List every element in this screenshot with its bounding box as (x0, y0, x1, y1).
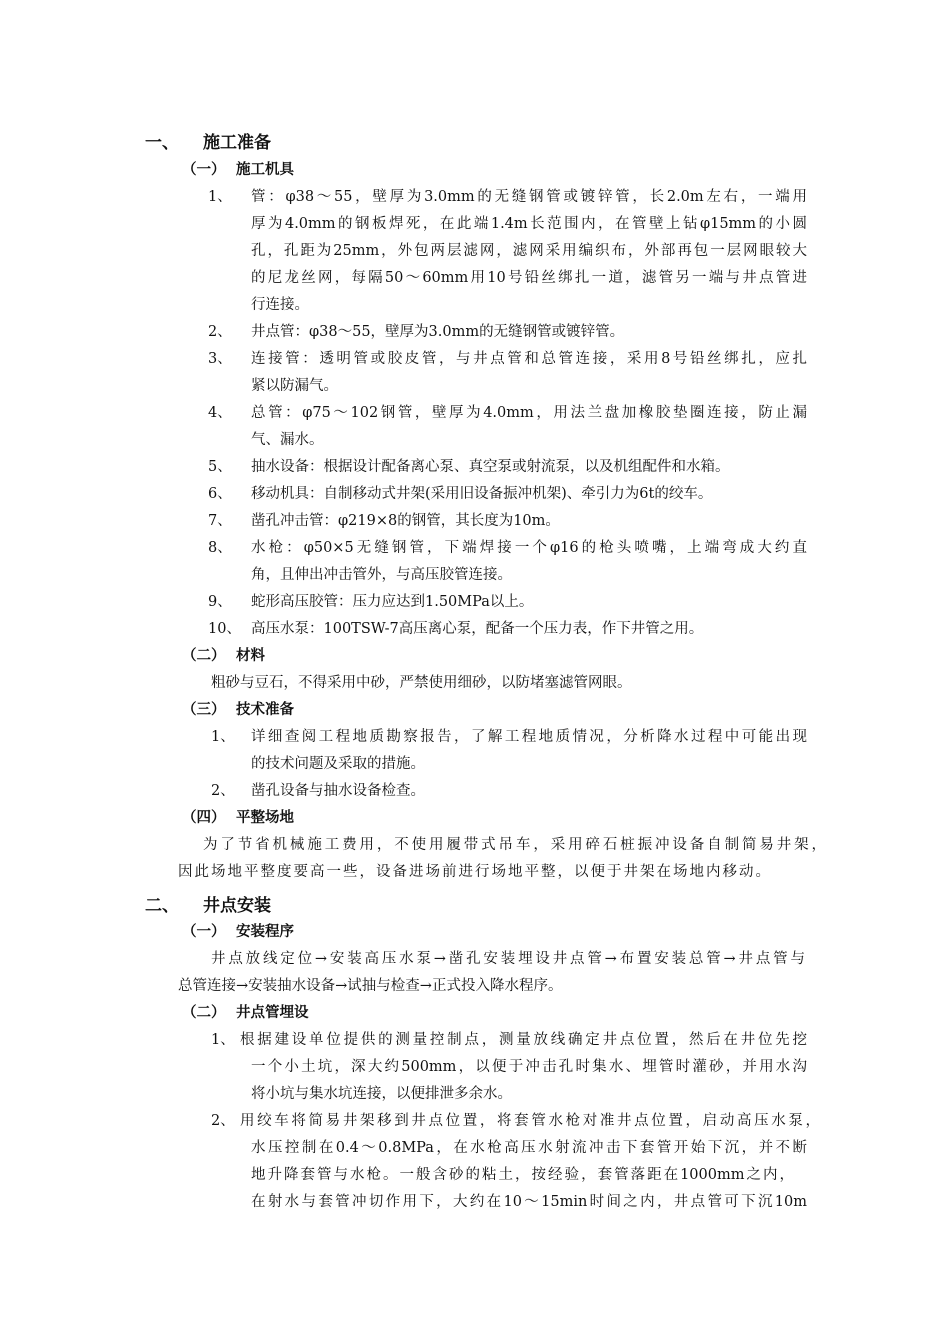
paragraph-line: 因此场地平整度要高一些，设备进场前进行场地平整，以便于井架在场地内移动。 (178, 864, 770, 880)
item-text-line: 管：φ38～55，壁厚为3.0mm的无缝钢管或镀锌管，长2.0m左右，一端用 (251, 189, 807, 205)
subsection-title: 技术准备 (236, 702, 294, 718)
item-text-line: 详细查阅工程地质勘察报告，了解工程地质情况，分析降水过程中可能出现 (251, 729, 807, 745)
item-number: 1、 (211, 1032, 235, 1048)
item-number: 4、 (208, 405, 232, 421)
item-number: 1、 (208, 189, 232, 205)
paragraph-line: 粗砂与豆石，不得采用中砂，严禁使用细砂，以防堵塞滤管网眼。 (211, 675, 632, 691)
item-text-line: 紧以防漏气。 (251, 378, 338, 394)
item-number: 3、 (208, 351, 232, 367)
item-text-line: 移动机具：自制移动式井架(采用旧设备振冲机架)、牵引力为6t的绞车。 (251, 486, 713, 502)
item-number: 1、 (211, 729, 235, 745)
subsection-number: （三） (182, 702, 226, 718)
paragraph-line: 总管连接→安装抽水设备→试抽与检查→正式投入降水程序。 (178, 978, 563, 994)
paragraph-line: 为了节省机械施工费用，不使用履带式吊车，采用碎石桩振冲设备自制简易井架， (203, 837, 826, 853)
paragraph-line: 井点放线定位→安装高压水泵→凿孔安装埋设井点管→布置安装总管→井点管与 (211, 951, 805, 967)
item-text-line: 将小坑与集水坑连接，以便排泄多余水。 (251, 1086, 512, 1102)
item-text-line: 在射水与套管冲切作用下，大约在10～15min时间之内，井点管可下沉10m (251, 1194, 807, 1210)
item-text-line: 孔，孔距为25mm，外包两层滤网，滤网采用编织布，外部再包一层网眼较大 (251, 243, 807, 259)
item-number: 10、 (208, 621, 241, 637)
item-text-line: 的技术问题及采取的措施。 (251, 756, 425, 772)
subsection-title: 材料 (236, 648, 265, 664)
item-number: 5、 (208, 459, 232, 475)
section-number: 一、 (145, 133, 179, 153)
item-text-line: 一个小土坑，深大约500mm，以便于冲击孔时集水、埋管时灌砂，并用水沟 (251, 1059, 807, 1075)
subsection-number: （二） (182, 1005, 226, 1021)
item-number: 6、 (208, 486, 232, 502)
item-text-line: 角，且伸出冲击管外，与高压胶管连接。 (251, 567, 512, 583)
subsection-title: 安装程序 (236, 924, 294, 940)
item-text-line: 水压控制在0.4～0.8MPa，在水枪高压水射流冲击下套管开始下沉，并不断 (251, 1140, 807, 1156)
subsection-number: （一） (182, 924, 226, 940)
subsection-title: 平整场地 (236, 810, 294, 826)
item-text-line: 蛇形高压胶管：压力应达到1.50MPa以上。 (251, 594, 534, 610)
item-text-line: 水枪：φ50×5无缝钢管，下端焊接一个φ16的枪头喷嘴，上端弯成大约直 (251, 540, 807, 556)
item-text-line: 用绞车将简易井架移到井点位置，将套管水枪对准井点位置，启动高压水泵， (240, 1113, 820, 1129)
item-text-line: 的尼龙丝网，每隔50～60mm用10号铅丝绑扎一道，滤管另一端与井点管进 (251, 270, 807, 286)
subsection-title: 井点管埋设 (236, 1005, 309, 1021)
item-number: 9、 (208, 594, 232, 610)
item-number: 7、 (208, 513, 232, 529)
item-text-line: 厚为4.0mm的钢板焊死，在此端1.4m长范围内，在管壁上钻φ15mm的小圆 (251, 216, 807, 232)
item-text-line: 总管：φ75～102钢管，壁厚为4.0mm，用法兰盘加橡胶垫圈连接，防止漏 (251, 405, 807, 421)
section-title: 井点安装 (203, 896, 271, 916)
subsection-number: （四） (182, 810, 226, 826)
item-text-line: 根据建设单位提供的测量控制点，测量放线确定井点位置，然后在井位先挖 (240, 1032, 807, 1048)
subsection-number: （一） (182, 162, 226, 178)
subsection-number: （二） (182, 648, 226, 664)
item-text-line: 凿孔冲击管：φ219×8的钢管，其长度为10m。 (251, 513, 560, 529)
item-text-line: 连接管：透明管或胶皮管，与井点管和总管连接，采用8号铅丝绑扎，应扎 (251, 351, 807, 367)
item-number: 2、 (208, 324, 232, 340)
item-text-line: 气、漏水。 (251, 432, 324, 448)
item-text-line: 高压水泵：100TSW-7高压离心泵，配备一个压力表，作下井管之用。 (251, 621, 704, 637)
item-number: 8、 (208, 540, 232, 556)
item-number: 2、 (211, 783, 235, 799)
item-text-line: 凿孔设备与抽水设备检查。 (251, 783, 425, 799)
item-text-line: 井点管：φ38～55，壁厚为3.0mm的无缝钢管或镀锌管。 (251, 324, 625, 340)
item-text-line: 抽水设备：根据设计配备离心泵、真空泵或射流泵，以及机组配件和水箱。 (251, 459, 730, 475)
item-text-line: 行连接。 (251, 297, 309, 313)
subsection-title: 施工机具 (236, 162, 294, 178)
item-number: 2、 (211, 1113, 235, 1129)
item-text-line: 地升降套管与水枪。一般含砂的粘土，按经验，套管落距在1000mm之内， (251, 1167, 794, 1183)
section-number: 二、 (145, 896, 179, 916)
section-title: 施工准备 (203, 133, 271, 153)
